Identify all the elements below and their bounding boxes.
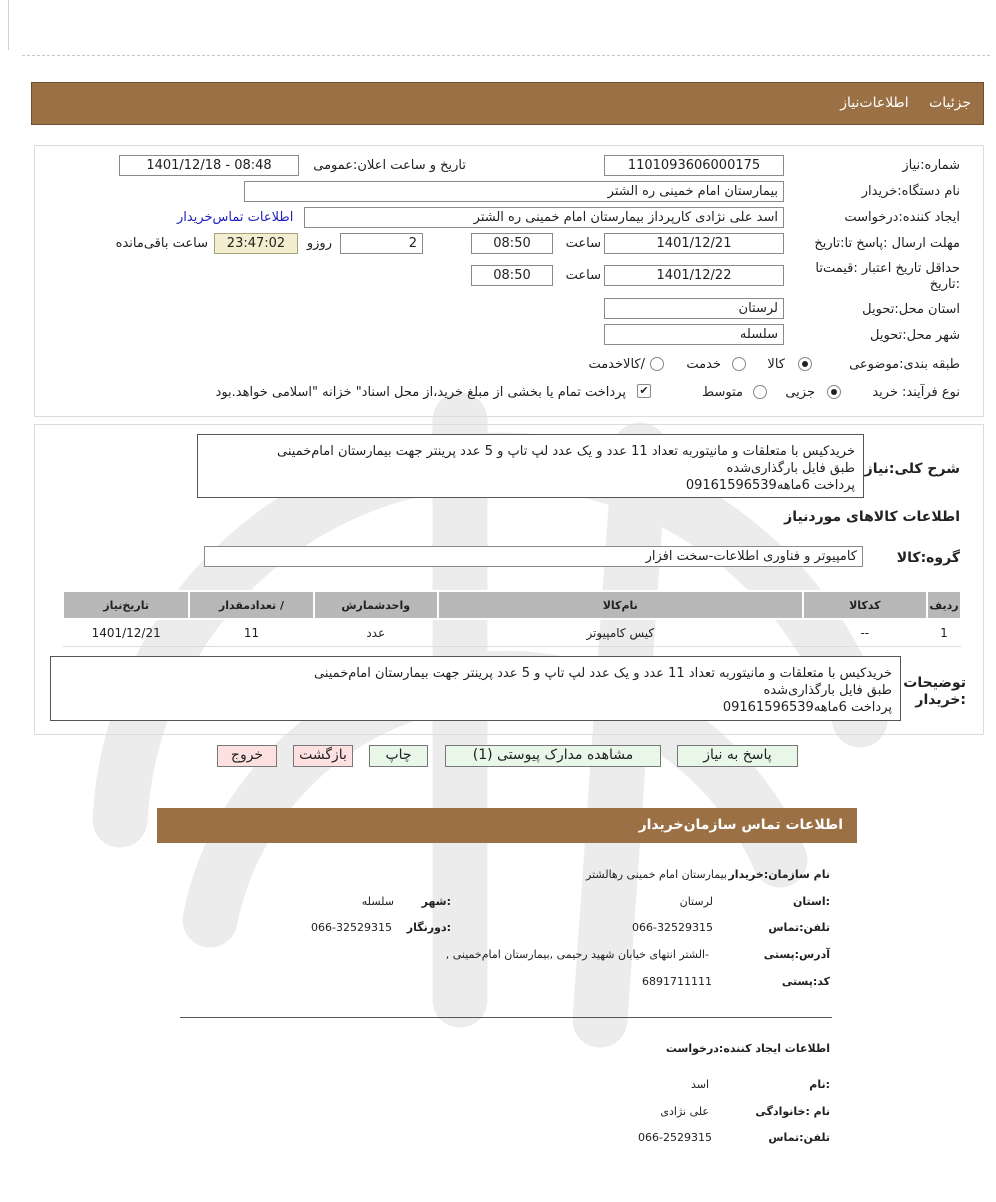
announce-label: تاریخ و ساعت اعلان:عمومی bbox=[313, 158, 466, 173]
validity-label-2: :تاریخ bbox=[929, 277, 960, 292]
buyer-org-field: بیمارستان امام خمینی ره الشتر bbox=[244, 181, 784, 202]
buyer-contact-link[interactable]: اطلاعات تماس‌خریدار bbox=[177, 210, 294, 225]
reply-button[interactable]: پاسخ به نیاز bbox=[677, 745, 798, 767]
process-partial-radio[interactable] bbox=[827, 385, 841, 399]
category-label: طبقه بندی:موضوعی bbox=[849, 357, 960, 372]
buyer-notes-label-1: توضیحات bbox=[903, 675, 966, 691]
process-medium-label: متوسط bbox=[702, 385, 743, 400]
need-number-label: شماره:نیاز bbox=[902, 158, 960, 173]
buyer-notes-label-2: :خریدار bbox=[915, 692, 966, 708]
attachments-button[interactable]: مشاهده مدارک پیوستی (1) bbox=[445, 745, 661, 767]
need-description-text bbox=[197, 434, 864, 498]
category-service-radio[interactable] bbox=[732, 357, 746, 371]
validity-label-1: حداقل تاریخ اعتبار :قیمت‌تا bbox=[815, 261, 960, 276]
contact-phone-label: تلفن:تماس bbox=[768, 921, 830, 934]
creator-family: علی نژادی bbox=[660, 1105, 709, 1118]
days-field: 2 bbox=[340, 233, 423, 254]
remaining-label: ساعت باقی‌مانده bbox=[115, 236, 208, 251]
deadline-label: مهلت ارسال :پاسخ تا:تاریخ bbox=[814, 236, 960, 251]
creator-field: اسد علی نژادی کارپرداز بیمارستان امام خمینی ره الشتر bbox=[304, 207, 784, 228]
goods-table-header bbox=[63, 591, 961, 619]
description-line-2: طبق فایل بارگذاری‌شده bbox=[726, 461, 855, 476]
table-row bbox=[63, 619, 961, 646]
category-goods-service-label: /کالاخدمت bbox=[588, 357, 645, 372]
cell-date: 1401/12/21 bbox=[63, 619, 189, 646]
tab-need-info[interactable]: اطلاعات‌نیاز bbox=[840, 95, 909, 111]
process-buy-label: خرید bbox=[872, 385, 898, 400]
contact-city: سلسله bbox=[361, 895, 394, 908]
contact-phone: 066-32529315 bbox=[632, 921, 713, 934]
creator-name: اسد bbox=[690, 1078, 709, 1091]
need-number-field: 1101093606000175 bbox=[604, 155, 784, 176]
goods-group-label: گروه:کالا bbox=[896, 550, 960, 566]
validity-time-field: 08:50 bbox=[471, 265, 553, 286]
tab-details[interactable]: جزئیات bbox=[929, 95, 971, 111]
contact-postal: 6891711111 bbox=[642, 975, 712, 988]
creator-phone-label: تلفن:تماس bbox=[768, 1131, 830, 1144]
notes-line-1: خریدکیس با متعلقات و مانیتوربه تعداد 11 عدد و یک عدد لپ تاپ و 5 عدد پرینتر جهت بیمارستان امام‌خمینی bbox=[314, 666, 892, 681]
city-label: شهر محل:تحویل bbox=[870, 328, 960, 343]
cell-unit: عدد bbox=[314, 619, 438, 646]
contact-city-label: :شهر bbox=[421, 895, 451, 908]
contact-fax: 066-32529315 bbox=[311, 921, 392, 934]
validity-time-label: ساعت bbox=[565, 268, 601, 283]
contact-province-label: :استان bbox=[793, 895, 830, 908]
buyer-org-label: نام دستگاه:خریدار bbox=[861, 184, 960, 199]
notes-line-2: طبق فایل بارگذاری‌شده bbox=[763, 683, 892, 698]
announce-date-field: 1401/12/18 - 08:48 bbox=[119, 155, 299, 176]
cell-qty: 11 bbox=[189, 619, 313, 646]
deadline-date-field: 1401/12/21 bbox=[604, 233, 784, 254]
contact-org: بیمارستان امام خمینی رهالشتر bbox=[586, 868, 727, 881]
buyer-contact-header: اطلاعات تماس سازمان‌خریدار bbox=[157, 808, 857, 843]
col-date: تاریخ‌نیاز bbox=[63, 591, 189, 619]
creator-phone: 066-2529315 bbox=[638, 1131, 712, 1144]
deadline-time-label: ساعت bbox=[565, 236, 601, 251]
page-border bbox=[8, 0, 9, 50]
goods-section-title: اطلاعات کالاهای موردنیاز bbox=[784, 509, 960, 525]
creator-family-label: نام :خانوادگی bbox=[755, 1105, 830, 1118]
divider bbox=[22, 55, 990, 56]
buyer-notes-text bbox=[50, 656, 901, 721]
contact-address-label: آدرس:پستی bbox=[763, 948, 830, 961]
need-description-label: شرح کلی:نیاز bbox=[864, 461, 960, 477]
notes-line-3: پرداخت 6ماهه09161596539 bbox=[722, 700, 892, 715]
goods-group-field: کامپیوتر و فناوری اطلاعات-سخت افزار bbox=[204, 546, 863, 567]
cell-code: -- bbox=[803, 619, 927, 646]
cell-row: 1 bbox=[927, 619, 961, 646]
days-label: روزو bbox=[306, 236, 332, 251]
details-header-bar bbox=[31, 82, 984, 125]
validity-date-field: 1401/12/22 bbox=[604, 265, 784, 286]
cell-name: کیس کامپیوتر bbox=[438, 619, 803, 646]
city-field: سلسله bbox=[604, 324, 784, 345]
description-line-3: پرداخت 6ماهه09161596539 bbox=[685, 478, 855, 493]
deadline-time-field: 08:50 bbox=[471, 233, 553, 254]
contact-address: -الشتر انتهای خیابان شهید رحیمی ,بیمارستان امام‌خمینی , bbox=[445, 948, 709, 961]
category-service-label: خدمت bbox=[686, 357, 721, 372]
province-field: لرستان bbox=[604, 298, 784, 319]
remaining-time: 23:47:02 bbox=[214, 233, 298, 254]
creator-info-header: اطلاعات ایجاد کننده:درخواست bbox=[665, 1042, 830, 1055]
province-label: استان محل:تحویل bbox=[862, 302, 960, 317]
payment-note: پرداخت تمام یا بخشی از مبلغ خرید،از محل اسناد" خزانه "اسلامی خواهد.بود bbox=[215, 385, 626, 400]
contact-divider bbox=[180, 1017, 832, 1018]
category-goods-radio[interactable] bbox=[798, 357, 812, 371]
col-name: نام‌کالا bbox=[438, 591, 803, 619]
contact-province: لرستان bbox=[679, 895, 713, 908]
contact-postal-label: کد:پستی bbox=[781, 975, 830, 988]
contact-org-label: نام سازمان:خریدار bbox=[728, 868, 830, 881]
process-partial-label: جزیی bbox=[785, 385, 815, 400]
treasury-payment-checkbox[interactable]: ✔ bbox=[637, 384, 651, 398]
back-button[interactable]: بازگشت bbox=[293, 745, 353, 767]
col-qty: / تعدادمقدار bbox=[189, 591, 313, 619]
col-code: کدکالا bbox=[803, 591, 927, 619]
process-type-label: نوع فرآیند: bbox=[902, 385, 960, 400]
description-line-1: خریدکیس با متعلقات و مانیتوربه تعداد 11 عدد و یک عدد لپ تاپ و 5 عدد پرینتر جهت بیمارستان امام‌خمینی bbox=[277, 444, 855, 459]
col-row: ردیف bbox=[927, 591, 961, 619]
print-button[interactable]: چاپ bbox=[369, 745, 428, 767]
goods-table bbox=[62, 590, 962, 647]
col-unit: واحدشمارش bbox=[314, 591, 438, 619]
category-goods-label: کالا bbox=[767, 357, 785, 372]
category-goods-service-radio[interactable] bbox=[650, 357, 664, 371]
contact-fax-label: :دورنگار bbox=[406, 921, 451, 934]
process-medium-radio[interactable] bbox=[753, 385, 767, 399]
creator-label: ایجاد کننده:درخواست bbox=[844, 210, 960, 225]
creator-name-label: :نام bbox=[809, 1078, 830, 1091]
exit-button[interactable]: خروج bbox=[217, 745, 277, 767]
